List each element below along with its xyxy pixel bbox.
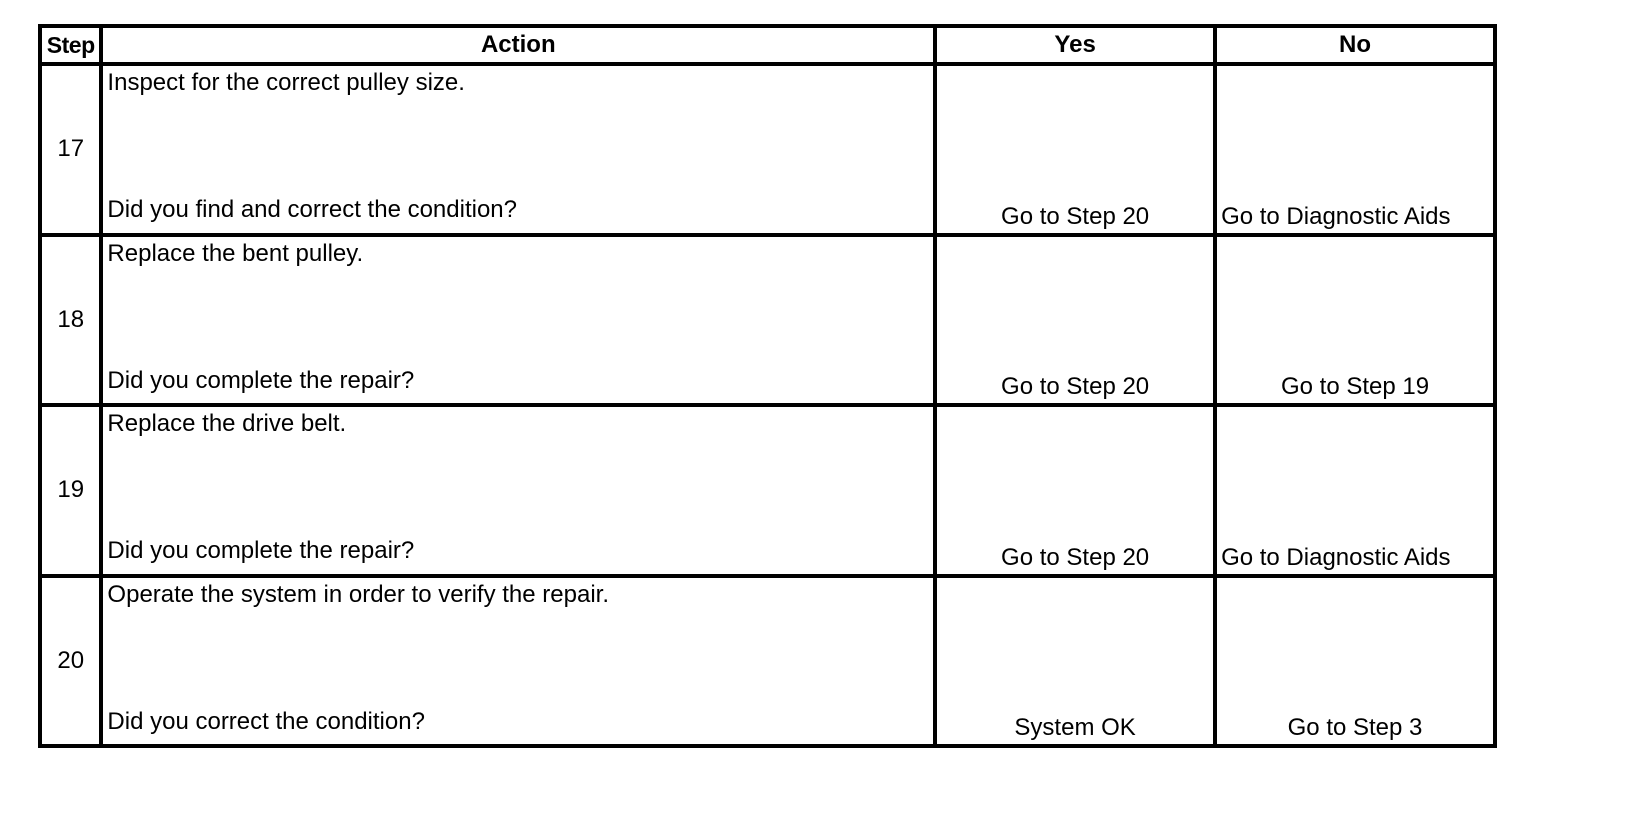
header-row — [40, 26, 1495, 64]
no-result: Go to Step 3 — [1215, 576, 1495, 747]
yes-result: Go to Step 20 — [935, 235, 1215, 406]
action-instruction: Operate the system in order to verify the repair. — [107, 580, 609, 608]
step-number: 19 — [40, 405, 101, 576]
action-cell — [101, 235, 935, 406]
table-row — [40, 235, 1495, 406]
action-instruction: Inspect for the correct pulley size. — [107, 69, 465, 96]
action-cell — [101, 405, 935, 576]
step-number: 18 — [40, 235, 101, 406]
table-row — [40, 576, 1495, 747]
action-question: Did you complete the repair? — [107, 537, 415, 564]
header-action: Action — [101, 26, 935, 64]
action-cell — [101, 64, 935, 235]
header-step: Step — [40, 26, 101, 64]
header-no: No — [1215, 26, 1495, 64]
step-number: 17 — [40, 64, 101, 235]
action-cell — [101, 576, 935, 747]
action-question: Did you correct the condition? — [107, 707, 425, 735]
table-row — [40, 64, 1495, 235]
yes-result: Go to Step 20 — [935, 405, 1215, 576]
action-question: Did you find and correct the condition? — [107, 196, 518, 223]
table-row — [40, 405, 1495, 576]
action-instruction: Replace the bent pulley. — [107, 239, 364, 267]
diagnostic-table — [38, 24, 1497, 748]
yes-result: System OK — [935, 576, 1215, 747]
header-yes: Yes — [935, 26, 1215, 64]
no-result: Go to Step 19 — [1215, 235, 1495, 406]
yes-result: Go to Step 20 — [935, 64, 1215, 235]
no-result: Go to Diagnostic Aids — [1215, 405, 1495, 576]
action-question: Did you complete the repair? — [107, 366, 415, 394]
step-number: 20 — [40, 576, 101, 747]
action-instruction: Replace the drive belt. — [107, 410, 347, 437]
no-result: Go to Diagnostic Aids — [1215, 64, 1495, 235]
